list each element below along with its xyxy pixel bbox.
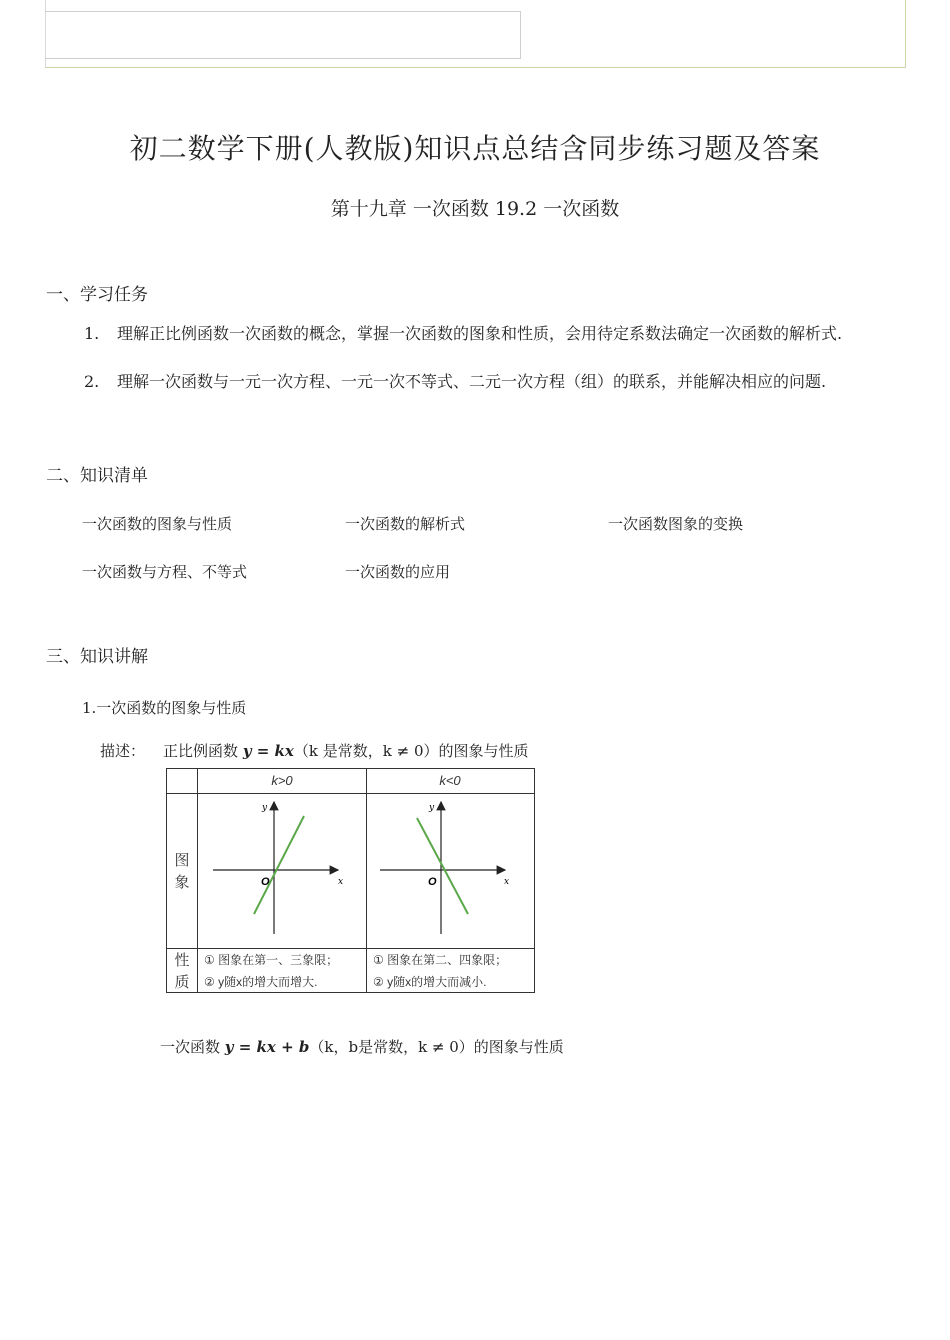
function-line [254, 816, 304, 914]
origin-label: O [261, 876, 270, 888]
header-box [45, 11, 521, 59]
chapter-subtitle: 第十九章 一次函数 19.2 一次函数 [330, 198, 620, 220]
task-item-text: 理解正比例函数一次函数的概念，掌握一次函数的图象和性质，会用待定系数法确定一次函数的解析式. [117, 324, 843, 343]
knowledge-link-graph-properties[interactable]: 一次函数的图象与性质 [82, 515, 233, 533]
proportional-formula: y = kx [242, 742, 294, 760]
origin-label: O [428, 876, 437, 888]
page-title: 初二数学下册(人教版)知识点总结含同步练习题及答案 [129, 132, 821, 165]
task-item-number: 2. [84, 372, 100, 391]
topic-heading: 1.一次函数的图象与性质 [82, 699, 247, 717]
y-axis-label: y [262, 803, 268, 813]
knowledge-link-graph-transform[interactable]: 一次函数图象的变换 [608, 515, 744, 533]
linear-function-line [160, 1036, 564, 1057]
graph-k-negative [367, 794, 533, 948]
properties-k-negative: ① 图象在第二、四象限； ② y随x的增大而减小. [373, 953, 508, 989]
section-heading-explanation: 三、知识讲解 [46, 647, 148, 667]
description-prefix: 正比例函数 [163, 742, 239, 760]
properties-figure-table [166, 768, 535, 993]
description-label: 描述： [100, 742, 146, 760]
task-item-number: 1. [84, 324, 100, 343]
graph-k-positive [198, 794, 366, 948]
knowledge-link-applications[interactable]: 一次函数的应用 [345, 563, 451, 581]
row-label-properties: 性 质 [174, 951, 190, 991]
knowledge-link-analytic-form[interactable]: 一次函数的解析式 [345, 515, 466, 533]
row-label-graph: 图 象 [174, 851, 190, 891]
column-header-k-negative: k<0 [439, 773, 461, 788]
linear-formula: y = kx + b [224, 1038, 310, 1056]
task-item-2 [84, 370, 884, 394]
linear-condition: （k，b是常数，k ≠ 0）的图象与性质 [309, 1038, 564, 1056]
column-header-k-positive: k>0 [271, 773, 293, 788]
description-condition: （k 是常数，k ≠ 0）的图象与性质 [293, 742, 529, 760]
properties-k-positive: ① 图象在第一、三象限； ② y随x的增大而增大. [204, 953, 339, 989]
task-item-text: 理解一次函数与一元一次方程、一元一次不等式、二元一次方程（组）的联系，并能解决相应的问题. [117, 372, 827, 391]
task-item-1 [84, 322, 884, 346]
x-axis-label: x [504, 877, 510, 887]
section-heading-tasks: 一、学习任务 [46, 285, 148, 305]
y-axis-label: y [429, 803, 435, 813]
description-line [100, 740, 529, 761]
section-heading-checklist: 二、知识清单 [46, 466, 148, 486]
x-axis-label: x [338, 877, 344, 887]
knowledge-link-equations-inequalities[interactable]: 一次函数与方程、不等式 [82, 563, 248, 581]
linear-prefix: 一次函数 [160, 1038, 221, 1056]
function-line [417, 818, 468, 914]
